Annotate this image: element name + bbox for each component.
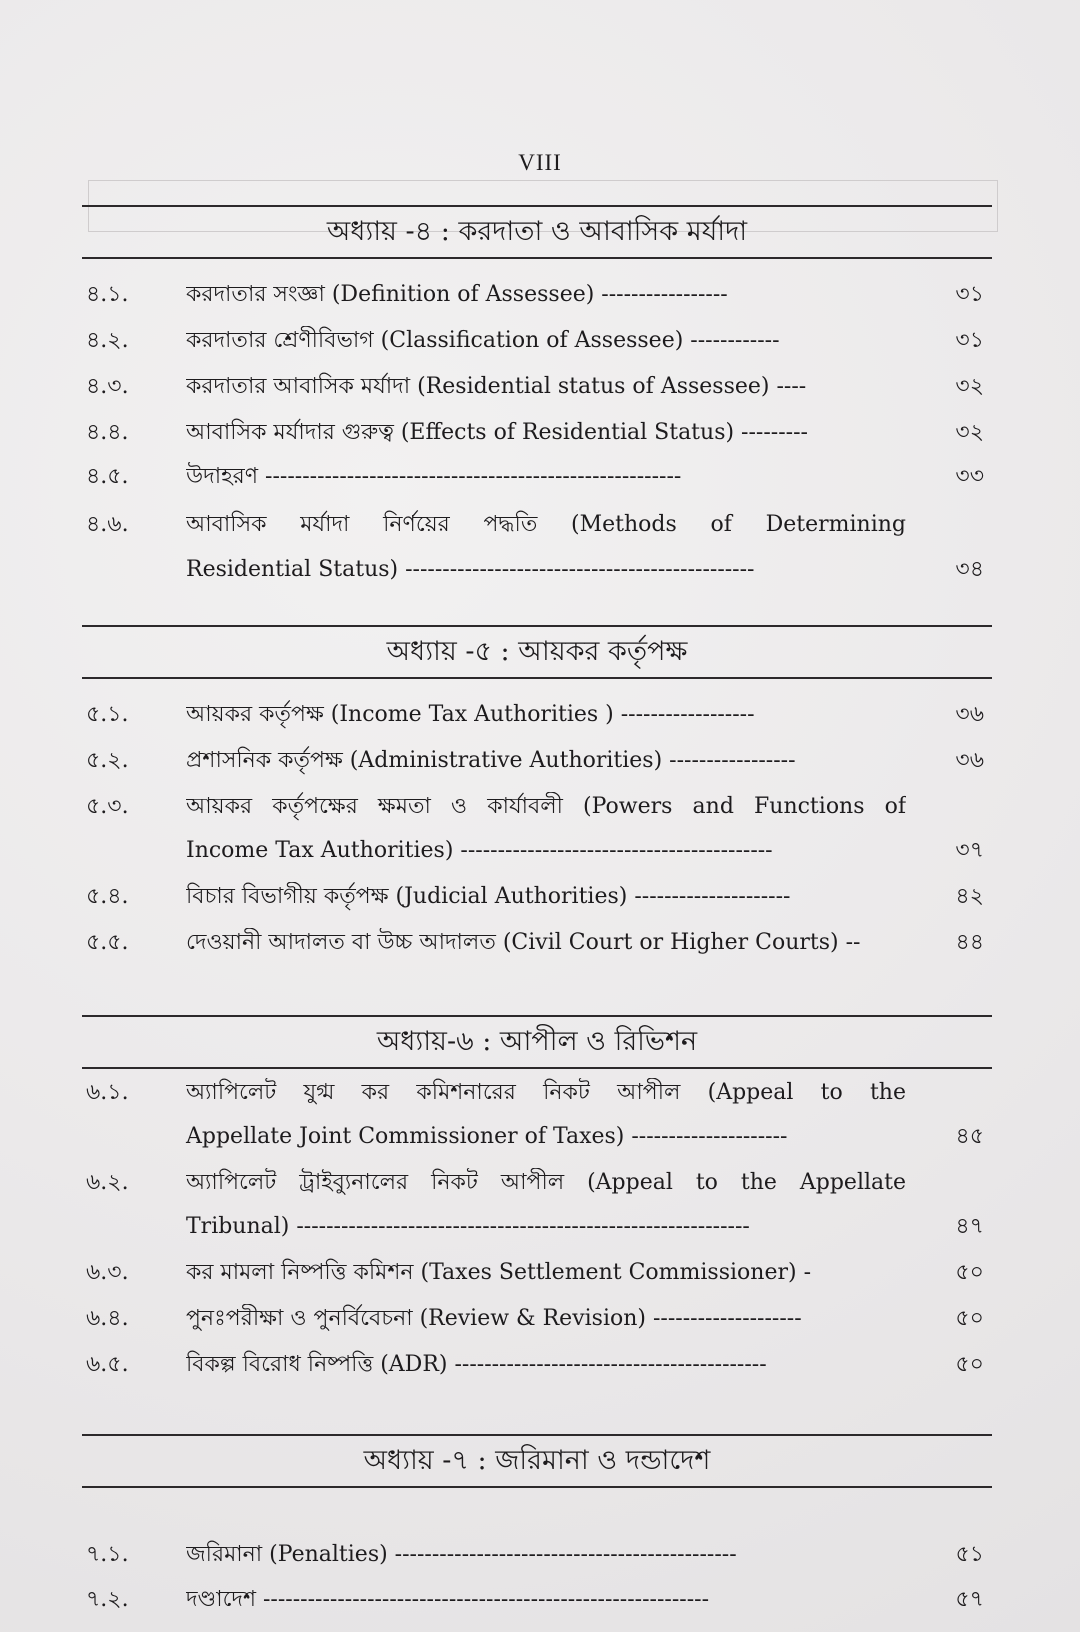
entry-number: ৫.২. — [86, 748, 129, 773]
chapter-rule-bottom — [82, 1067, 992, 1069]
entry-page: ৪২ — [955, 884, 984, 909]
toc-entry[interactable] — [82, 510, 992, 590]
entry-page: ৩৬ — [955, 702, 984, 727]
entry-title: উদাহরণ -------------------------------------------------------- — [186, 464, 682, 489]
entry-page: ৩১ — [955, 282, 984, 307]
entry-number: ৬.২. — [86, 1170, 129, 1195]
entry-title: করদাতার সংজ্ঞা (Definition of Assessee) ----------------- — [186, 282, 728, 307]
entry-page: ৫৭ — [955, 1587, 984, 1612]
entry-number: ৪.২. — [86, 328, 129, 353]
entry-title-continued: Appellate Joint Commissioner of Taxes) --------------------- — [186, 1124, 788, 1149]
entry-title-continued: Income Tax Authorities) ------------------------------------------ — [186, 838, 773, 863]
toc-entry[interactable] — [82, 792, 992, 872]
entry-title: বিচার বিভাগীয় কর্তৃপক্ষ (Judicial Authorities) --------------------- — [186, 884, 791, 909]
entry-page: ৪৫ — [955, 1124, 984, 1149]
entry-page: ৩৭ — [955, 838, 984, 863]
entry-page: ৩৪ — [955, 557, 984, 582]
entry-page: ৩১ — [955, 328, 984, 353]
entry-number: ৫.১. — [86, 702, 129, 727]
entry-title: করদাতার শ্রেণীবিভাগ (Classification of Assessee) ------------ — [186, 328, 780, 353]
entry-title: আয়কর কর্তৃপক্ষ (Income Tax Authorities ) ------------------ — [186, 702, 755, 727]
entry-title: করদাতার আবাসিক মর্যাদা (Residential status of Assessee) ---- — [186, 374, 807, 399]
entry-number: ৪.১. — [86, 282, 129, 307]
chapter-rule-bottom — [82, 257, 992, 259]
entry-number: ৪.৩. — [86, 374, 129, 399]
entry-title: আয়কর কর্তৃপক্ষের ক্ষমতা ও কার্যাবলী (Powers and Functions of — [186, 794, 906, 819]
entry-number: ৫.৩. — [86, 794, 129, 819]
page-label: VIII — [518, 150, 562, 175]
entry-page: ৩২ — [955, 420, 984, 445]
entry-number: ৬.৩. — [86, 1260, 129, 1285]
chapter-4 — [82, 205, 992, 259]
toc-entry[interactable] — [82, 1078, 992, 1158]
chapter-title: অধ্যায় -৫ : আয়কর কর্তৃপক্ষ — [386, 636, 688, 667]
entry-number: ৫.৪. — [86, 884, 129, 909]
entry-page: ৩৬ — [955, 748, 984, 773]
chapter-title: অধ্যায় -৪ : করদাতা ও আবাসিক মর্যাদা — [326, 216, 748, 247]
entry-page: ৫০ — [955, 1352, 984, 1377]
entry-number: ৫.৫. — [86, 930, 129, 955]
entry-title: দণ্ডাদেশ ------------------------------------------------------------ — [186, 1587, 710, 1612]
entry-page: ৩২ — [955, 374, 984, 399]
chapter-rule-bottom — [82, 1486, 992, 1488]
entry-number: ৬.১. — [86, 1080, 129, 1105]
chapter-6 — [82, 1015, 992, 1069]
entry-title: অ্যাপিলেট ট্রাইব্যুনালের নিকট আপীল (Appeal to the Appellate — [186, 1170, 906, 1195]
entry-title: কর মামলা নিষ্পত্তি কমিশন (Taxes Settlement Commissioner) - — [186, 1260, 811, 1285]
entry-title: দেওয়ানী আদালত বা উচ্চ আদালত (Civil Court or Higher Courts) -- — [186, 930, 861, 955]
entry-number: ৪.৪. — [86, 420, 129, 445]
chapter-title: অধ্যায় -৭ : জরিমানা ও দন্ডাদেশ — [363, 1445, 711, 1476]
entry-page: ৫০ — [955, 1306, 984, 1331]
entry-number: ৪.৬. — [86, 512, 129, 537]
entry-page: ৫১ — [955, 1542, 984, 1567]
entry-title: আবাসিক মর্যাদা নির্ণয়ের পদ্ধতি (Methods of Determining — [186, 512, 906, 537]
entry-number: ৭.১. — [86, 1542, 129, 1567]
entry-title: আবাসিক মর্যাদার গুরুত্ব (Effects of Residential Status) --------- — [186, 420, 808, 445]
entry-number: ৬.৫. — [86, 1352, 129, 1377]
entry-title: জরিমানা (Penalties) ---------------------------------------------- — [186, 1542, 737, 1567]
entry-page: ৪৪ — [955, 930, 984, 955]
entry-title-continued: Tribunal) ------------------------------------------------------------- — [186, 1214, 750, 1239]
chapter-7 — [82, 1434, 992, 1488]
entry-number: ৬.৪. — [86, 1306, 129, 1331]
entry-title: অ্যাপিলেট যুগ্ম কর কমিশনারের নিকট আপীল (Appeal to the — [186, 1080, 906, 1105]
toc-entry[interactable] — [82, 1168, 992, 1248]
entry-page: ৫০ — [955, 1260, 984, 1285]
entry-title: বিকল্প বিরোধ নিষ্পত্তি (ADR) ------------------------------------------ — [186, 1352, 767, 1377]
entry-page: ৪৭ — [955, 1214, 984, 1239]
chapter-5 — [82, 625, 992, 679]
chapter-title: অধ্যায়-৬ : আপীল ও রিভিশন — [376, 1026, 698, 1057]
entry-number: ৪.৫. — [86, 464, 129, 489]
entry-title-continued: Residential Status) ----------------------------------------------- — [186, 557, 755, 582]
entry-number: ৭.২. — [86, 1587, 129, 1612]
entry-page: ৩৩ — [955, 464, 984, 489]
chapter-rule-bottom — [82, 677, 992, 679]
entry-title: পুনঃপরীক্ষা ও পুনর্বিবেচনা (Review & Revision) -------------------- — [186, 1306, 802, 1331]
entry-title: প্রশাসনিক কর্তৃপক্ষ (Administrative Authorities) ----------------- — [186, 748, 796, 773]
